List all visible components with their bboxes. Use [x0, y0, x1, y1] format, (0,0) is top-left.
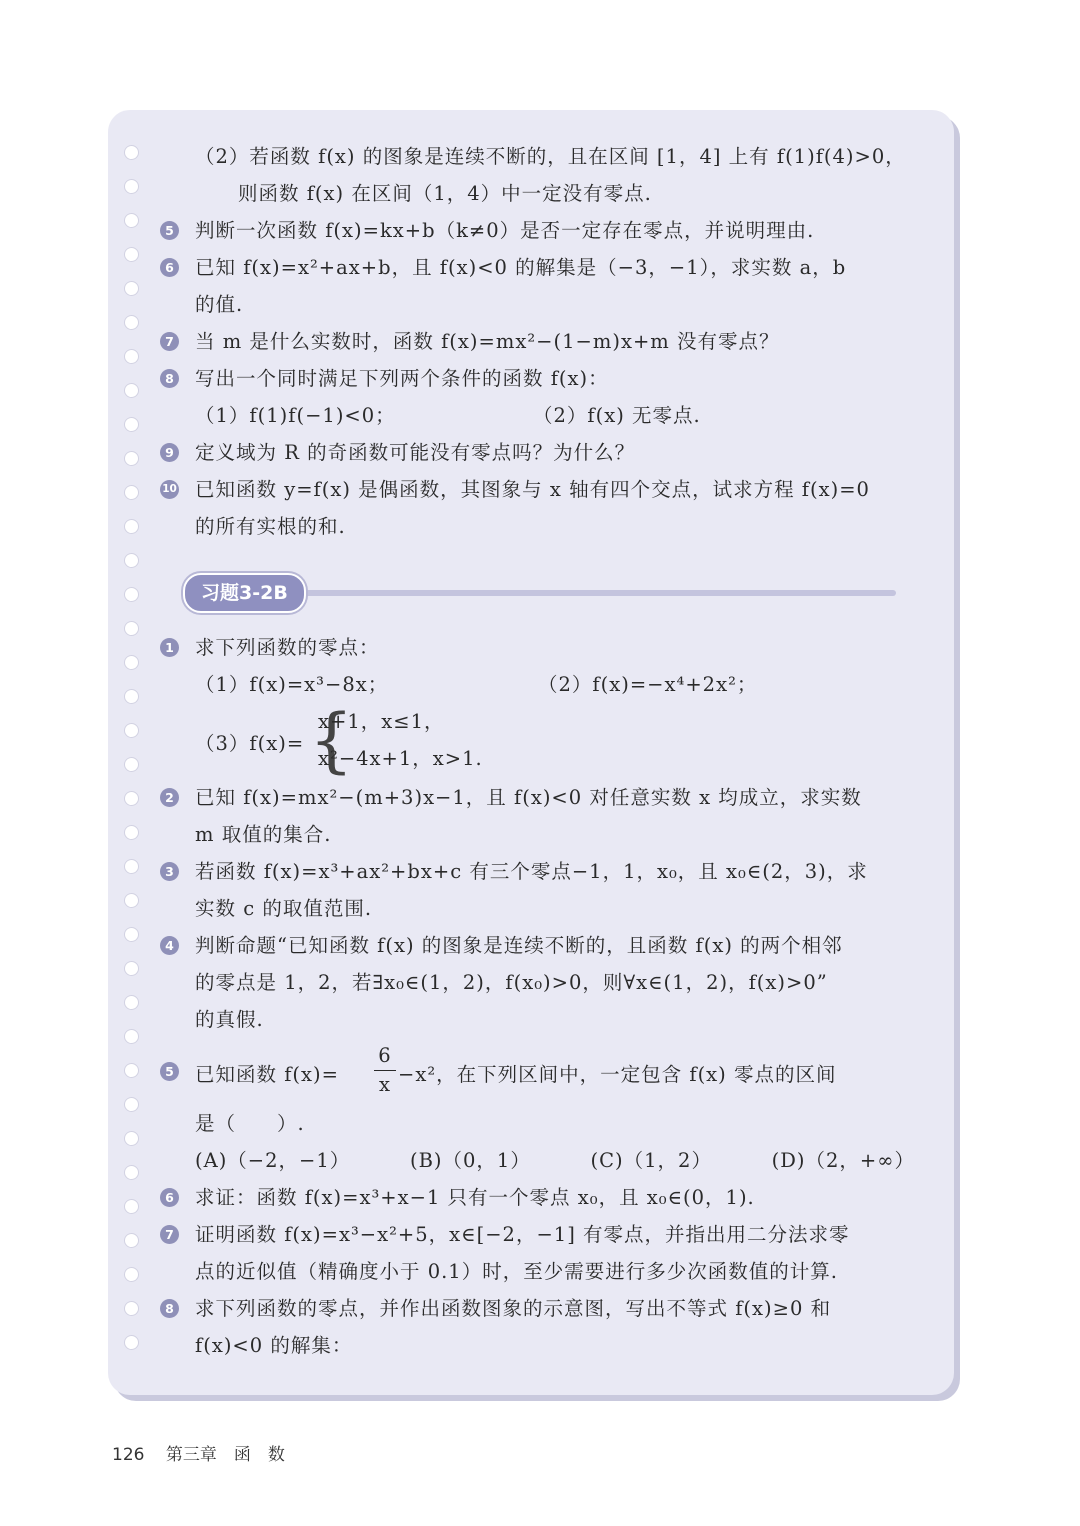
- ring-hole: [124, 757, 139, 772]
- question-number-badge: 6: [160, 258, 179, 277]
- exercise-b7-line2: 点的近似值（精确度小于 0.1）时，至少需要进行多少次函数值的计算.: [195, 1260, 838, 1283]
- exercise-a8-conditions: [158, 397, 933, 434]
- question-text: 判断命题“已知函数 f(x) 的图象是连续不断的，且函数 f(x) 的两个相邻: [195, 934, 843, 957]
- question-number-badge: 1: [160, 638, 179, 657]
- b1-part3-case2: x²−4x+1，x>1.: [318, 747, 483, 770]
- brace-symbol: {: [309, 699, 355, 781]
- b1-part3-case1: x+1，x≤1，: [318, 710, 445, 733]
- ring-hole: [124, 1301, 139, 1316]
- b1-part3-label: （3）f(x)=: [195, 732, 305, 755]
- fraction: [374, 1042, 396, 1099]
- question-text: 已知 f(x)=x²+ax+b，且 f(x)<0 的解集是（−3，−1），求实数 a，b: [195, 256, 847, 279]
- section-title: 习题3-2B: [183, 573, 306, 613]
- ring-hole: [124, 485, 139, 500]
- chapter-title: 第三章 函 数: [165, 1445, 285, 1465]
- question-text: 判断一次函数 f(x)=kx+b（k≠0）是否一定存在零点，并说明理由.: [195, 219, 815, 242]
- ring-hole: [124, 995, 139, 1010]
- b1-part2: （2）f(x)=−x⁴+2x²；: [538, 673, 758, 696]
- question-number-badge: 3: [160, 862, 179, 881]
- question-text: 求下列函数的零点：: [195, 636, 380, 659]
- ring-hole: [124, 145, 139, 160]
- exercise-a4-part2-line1: （2）若函数 f(x) 的图象是连续不断的，且在区间 [1，4] 上有 f(1)f(4)>0，: [195, 145, 906, 168]
- question-text: 求下列函数的零点，并作出函数图象的示意图，写出不等式 f(x)≥0 和: [195, 1297, 832, 1320]
- ring-hole: [124, 315, 139, 330]
- question-number-badge: 5: [160, 221, 179, 240]
- question-number-badge: 6: [160, 1188, 179, 1207]
- fraction-numerator: 6: [374, 1042, 396, 1071]
- choice-c: (C)（1，2）: [590, 1149, 712, 1172]
- exercise-b1: [158, 629, 933, 666]
- exercise-b5-line2: 是（ ）.: [195, 1112, 305, 1135]
- question-text: 已知 f(x)=mx²−(m+3)x−1，且 f(x)<0 对任意实数 x 均成立，求实数: [195, 786, 862, 809]
- exercise-b1-parts: [158, 666, 933, 703]
- question-number-badge: 9: [160, 443, 179, 462]
- condition-1: （1）f(1)f(−1)<0；: [195, 404, 396, 427]
- ring-hole: [124, 825, 139, 840]
- ring-hole: [124, 417, 139, 432]
- exercise-b2: [158, 779, 933, 816]
- choice-b: (B)（0，1）: [409, 1149, 531, 1172]
- exercise-a7: [158, 323, 933, 360]
- ring-hole: [124, 349, 139, 364]
- exercise-a5: [158, 212, 933, 249]
- choice-d: (D)（2，+∞）: [771, 1149, 915, 1172]
- exercise-b4-line2: 的零点是 1，2，若∃x₀∈(1，2)，f(x₀)>0，则∀x∈(1，2)，f(x)>0”: [195, 971, 828, 994]
- exercise-b7: [158, 1216, 933, 1253]
- ring-hole: [124, 1131, 139, 1146]
- exercise-b8-line2: f(x)<0 的解集：: [195, 1334, 353, 1357]
- exercise-b3: [158, 853, 933, 890]
- ring-hole: [124, 281, 139, 296]
- ring-hole: [124, 1097, 139, 1112]
- ring-hole: [124, 451, 139, 466]
- page-number: 126: [112, 1445, 145, 1465]
- exercise-b2-line2: m 取值的集合.: [195, 823, 332, 846]
- ring-hole: [124, 519, 139, 534]
- ring-hole: [124, 655, 139, 670]
- question-text: 若函数 f(x)=x³+ax²+bx+c 有三个零点−1，1，x₀，且 x₀∈(2，3)，求: [195, 860, 868, 883]
- ring-hole: [124, 587, 139, 602]
- ring-hole: [124, 927, 139, 942]
- question-text: 定义域为 R 的奇函数可能没有零点吗？为什么？: [195, 441, 636, 464]
- b1-part1: （1）f(x)=x³−8x；: [195, 673, 389, 696]
- ring-hole: [124, 553, 139, 568]
- fraction-denominator: x: [379, 1073, 391, 1096]
- exercise-content: [158, 138, 933, 1364]
- question-text-continued: −x²，在下列区间中，一定包含 f(x) 零点的区间: [398, 1063, 837, 1086]
- ring-hole: [124, 179, 139, 194]
- ring-hole: [124, 213, 139, 228]
- question-number-badge: 7: [160, 1225, 179, 1244]
- exercise-a6-line2: 的值.: [195, 293, 244, 316]
- question-text: 求证：函数 f(x)=x³+x−1 只有一个零点 x₀，且 x₀∈(0，1).: [195, 1186, 755, 1209]
- ring-hole: [124, 1063, 139, 1078]
- question-text: 当 m 是什么实数时，函数 f(x)=mx²−(1−m)x+m 没有零点？: [195, 330, 780, 353]
- question-text: 已知函数 y=f(x) 是偶函数，其图象与 x 轴有四个交点，试求方程 f(x)=0: [195, 478, 870, 501]
- exercise-a10-line2: 的所有实根的和.: [195, 515, 346, 538]
- question-number-badge: 10: [160, 480, 179, 499]
- ring-hole: [124, 961, 139, 976]
- b1-part3-piecewise: [158, 699, 933, 781]
- exercise-a6: [158, 249, 933, 286]
- ring-hole: [124, 1165, 139, 1180]
- ring-hole: [124, 1267, 139, 1282]
- ring-hole: [124, 1233, 139, 1248]
- choice-a: (A)（−2，−1）: [195, 1149, 351, 1172]
- question-text: 写出一个同时满足下列两个条件的函数 f(x)：: [195, 367, 609, 390]
- condition-2: （2）f(x) 无零点.: [533, 404, 701, 427]
- question-number-badge: 2: [160, 788, 179, 807]
- exercise-a8: [158, 360, 933, 397]
- ring-hole: [124, 1029, 139, 1044]
- ring-hole: [124, 247, 139, 262]
- exercise-b3-line2: 实数 c 的取值范围.: [195, 897, 373, 920]
- exercise-a4-part2-line2: 则函数 f(x) 在区间（1，4）中一定没有零点.: [238, 182, 652, 205]
- question-number-badge: 5: [160, 1062, 179, 1081]
- ring-hole: [124, 859, 139, 874]
- ring-hole: [124, 893, 139, 908]
- ring-hole: [124, 383, 139, 398]
- section-header: [158, 565, 933, 621]
- question-text: 证明函数 f(x)=x³−x²+5，x∈[−2，−1] 有零点，并指出用二分法求零: [195, 1223, 850, 1246]
- question-text: 已知函数 f(x)=: [195, 1063, 339, 1086]
- ring-hole: [124, 621, 139, 636]
- question-number-badge: 8: [160, 369, 179, 388]
- exercise-b4: [158, 927, 933, 964]
- ring-hole: [124, 723, 139, 738]
- ring-hole: [124, 1335, 139, 1350]
- exercise-b5: [158, 1038, 933, 1105]
- question-number-badge: 8: [160, 1299, 179, 1318]
- question-number-badge: 7: [160, 332, 179, 351]
- exercise-a9: [158, 434, 933, 471]
- ring-hole: [124, 1199, 139, 1214]
- ring-hole: [124, 689, 139, 704]
- exercise-b5-choices: [158, 1142, 933, 1179]
- page-footer: [112, 1440, 285, 1465]
- exercise-b4-line3: 的真假.: [195, 1008, 264, 1031]
- question-number-badge: 4: [160, 936, 179, 955]
- ring-hole: [124, 791, 139, 806]
- exercise-b6: [158, 1179, 933, 1216]
- exercise-a10: [158, 471, 933, 508]
- exercise-b8: [158, 1290, 933, 1327]
